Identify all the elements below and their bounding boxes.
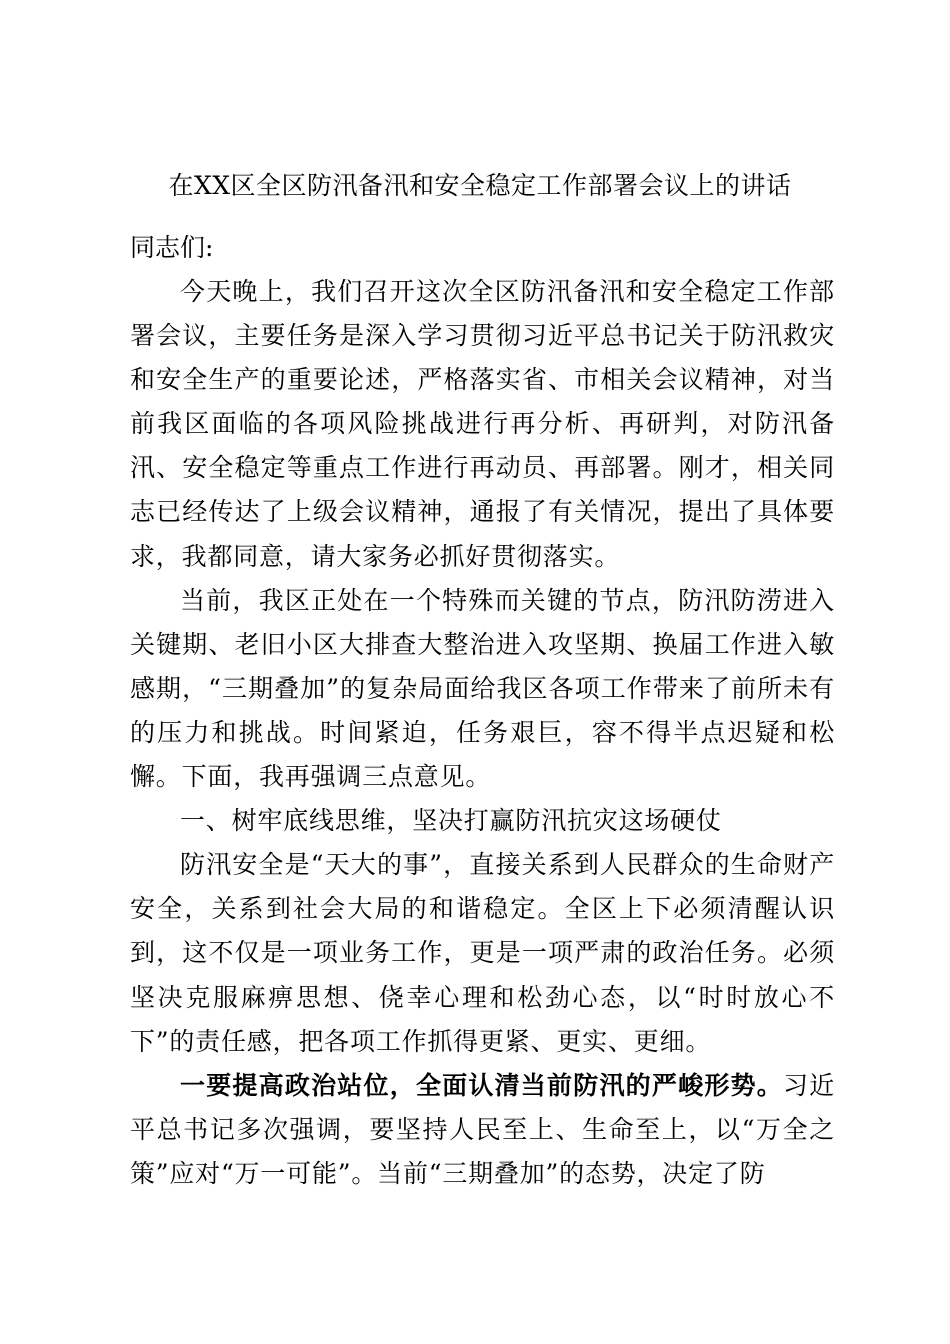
- point-one-heading: 一要提高政治站位，全面认清当前防汛的严峻形势。: [180, 1070, 783, 1100]
- paragraph-opening: 今天晚上，我们召开这次全区防汛备汛和安全稳定工作部署会议，主要任务是深入学习贯彻习近平总书记关于防汛救灾和安全生产的重要论述，严格落实省、市相关会议精神，对当前我区面临的各项风险挑战进行再分析、再研判，对防汛备汛、安全稳定等重点工作进行再动员、再部署。刚才，相关同志已经传达了上级会议精神，通报了有关情况，提出了具体要求，我都同意，请大家务必抓好贯彻落实。: [130, 277, 835, 571]
- salutation: 同志们:: [130, 233, 214, 262]
- document-body: [130, 270, 835, 1196]
- point-one-text: 习近平总书记多次强调，要坚持人民至上、生命至上，以“万全之策”应对“万一可能”。当前“三期叠加”的态势，决定了防: [130, 1070, 836, 1188]
- document-title: 在XX区全区防汛备汛和安全稳定工作部署会议上的讲话: [168, 171, 792, 200]
- section-heading: 一、树牢底线思维，坚决打赢防汛抗灾这场硬仗: [180, 806, 722, 836]
- paragraph-situation: 当前，我区正处在一个特殊而关键的节点，防汛防涝进入关键期、老旧小区大排查大整治进入攻坚期、换届工作进入敏感期，“三期叠加”的复杂局面给我区各项工作带来了前所未有的压力和挑战。时间紧迫，任务艰巨，容不得半点迟疑和松懈。下面，我再强调三点意见。: [130, 585, 835, 792]
- paragraph-flood-safety: 防汛安全是“天大的事”，直接关系到人民群众的生命财产安全，关系到社会大局的和谐稳定。全区上下必须清醒认识到，这不仅是一项业务工作，更是一项严肃的政治任务。必须坚决克服麻痹思想、侥幸心理和松劲心态，以“时时放心不下”的责任感，把各项工作抓得更紧、更实、更细。: [130, 850, 835, 1056]
- paragraph-point-one: [130, 1064, 835, 1196]
